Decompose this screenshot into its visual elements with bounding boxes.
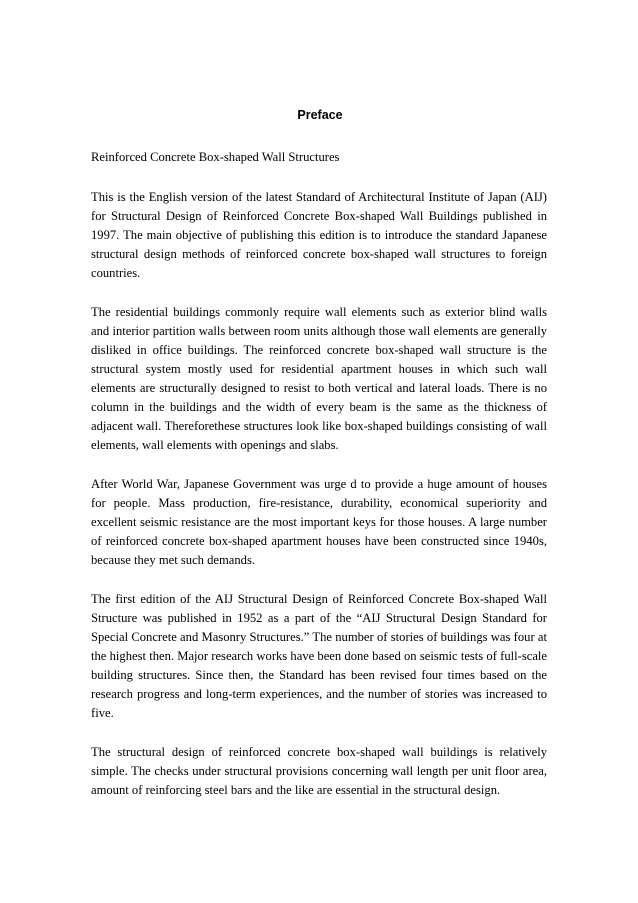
paragraph-post-war-history: After World War, Japanese Government was urge d to provide a huge amount of houses for people. Mass production, fire-resistance, durability, economical superiority and excellent seismic resistance are the most important keys for those houses. A large number of reinforced concrete box-shaped apartment houses have been constructed since 1940s, because they met such demands. <box>91 477 547 567</box>
paragraph-residential-buildings: The residential buildings commonly require wall elements such as exterior blind walls and interior partition walls between room units although those wall elements are generally disliked in office buildings. The reinforced concrete box-shaped wall structure is the structural system mostly used for residential apartment houses in which such wall elements are structurally designed to resist to both vertical and lateral loads. There is no column in the buildings and the width of every beam is the same as the thickness of adjacent wall. Thereforethese structures look like box-shaped buildings consisting of wall elements, wall elements with openings and slabs. <box>91 305 547 452</box>
paragraph-structural-design: The structural design of reinforced concrete box-shaped wall buildings is relatively simple. The checks under structural provisions concerning wall length per unit floor area, amount of reinforcing steel bars and the like are essential in the structural design. <box>91 745 547 797</box>
page-title: Preface <box>297 108 343 122</box>
paragraph-introduction: This is the English version of the latest Standard of Architectural Institute of Japan (AIJ) for Structural Design of Reinforced Concrete Box-shaped Wall Buildings published in 1997. The main objective of publishing this edition is to introduce the standard Japanese structural design methods of reinforced concrete box-shaped wall structures to foreign countries. <box>91 190 547 280</box>
document-subtitle: Reinforced Concrete Box-shaped Wall Structures <box>91 150 340 164</box>
document-body <box>91 150 547 800</box>
paragraph-first-edition: The first edition of the AIJ Structural Design of Reinforced Concrete Box-shaped Wall Structure was published in 1952 as a part of the “AIJ Structural Design Standard for Special Concrete and Masonry Structures.” The number of stories of buildings was four at the highest then. Major research works have been done based on seismic tests of full-scale building structures. Since then, the Standard has been revised four times based on the research progress and long-term experiences, and the number of stories was increased to five. <box>91 592 547 720</box>
